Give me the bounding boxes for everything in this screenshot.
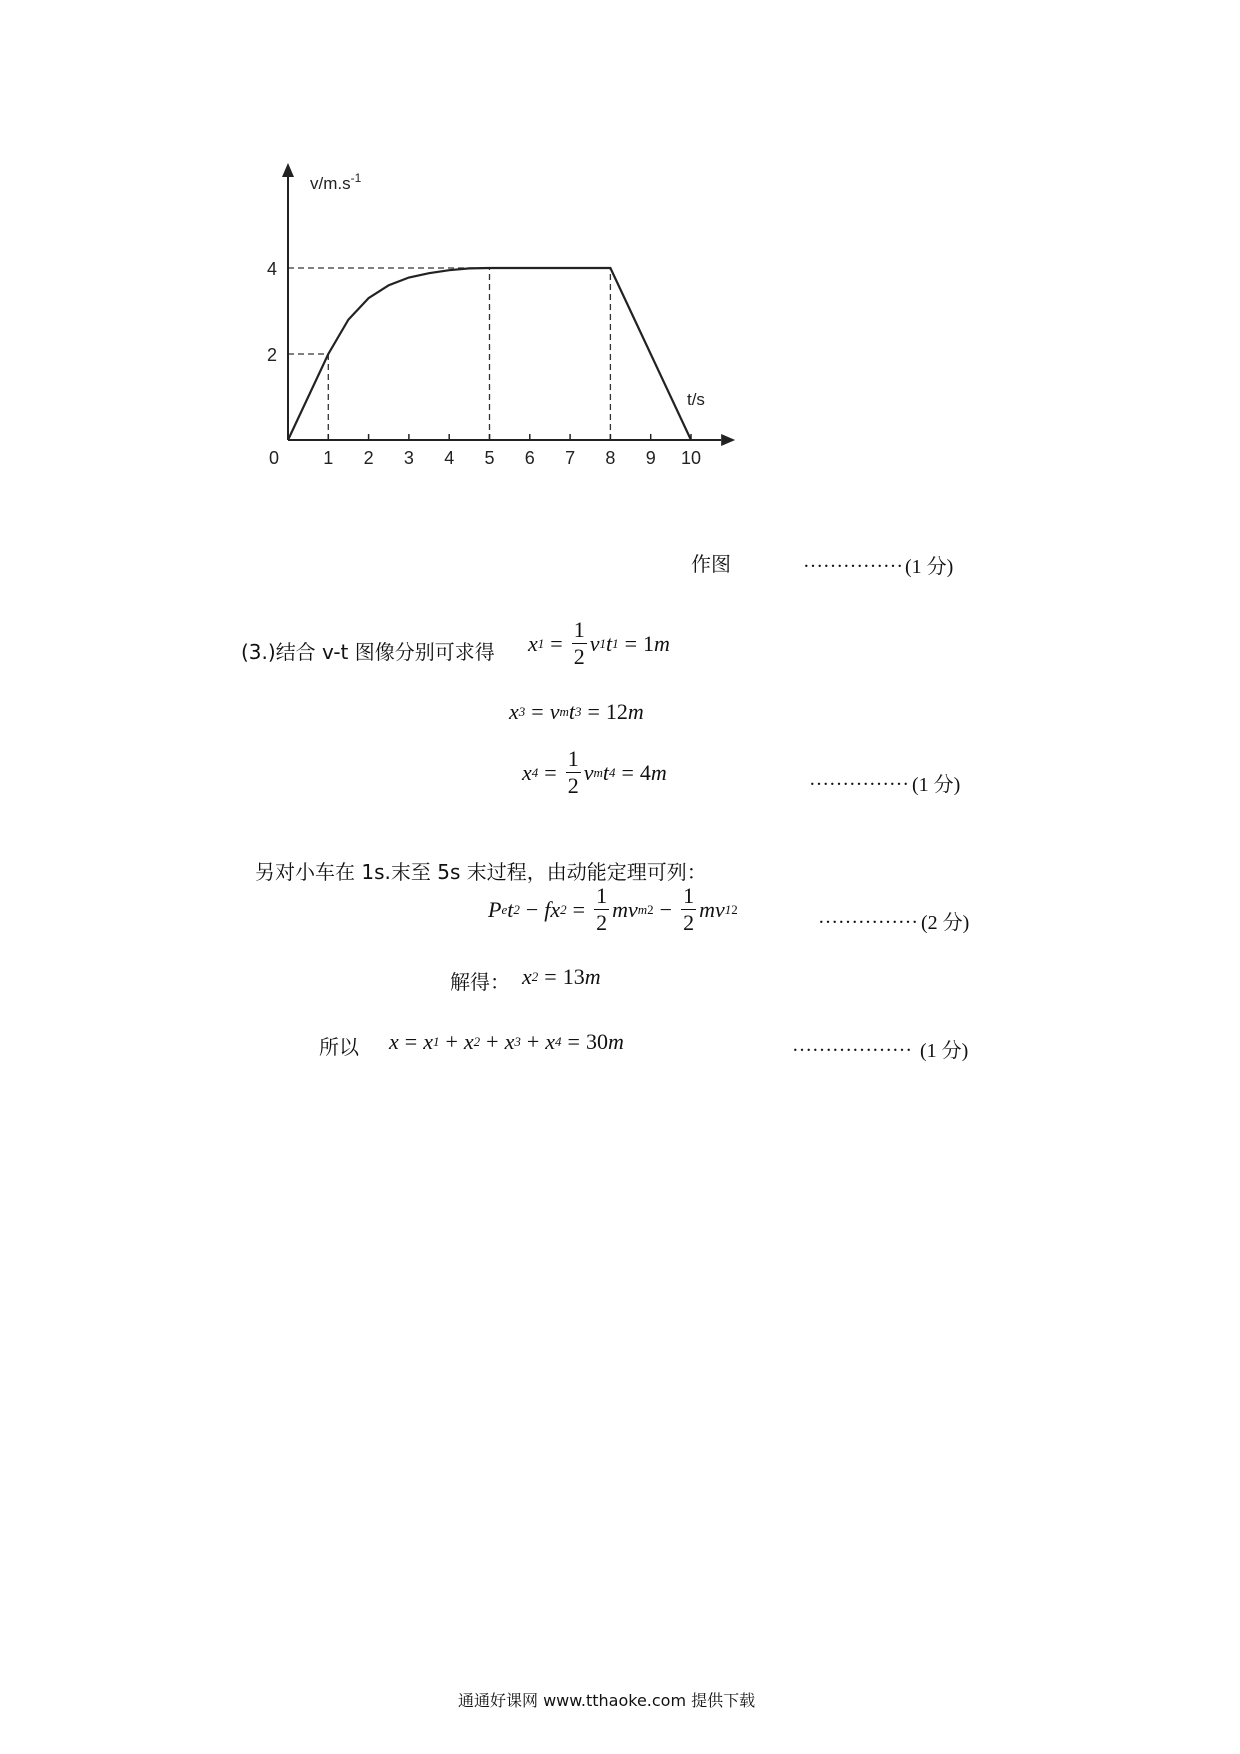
x-tick-label: 3 [403, 448, 414, 468]
x-tick-label: 8 [605, 448, 616, 468]
total-score: (1 分) [920, 1040, 969, 1062]
y-tick-label: 4 [266, 259, 278, 279]
theorem-dots: …………… [818, 906, 918, 928]
theorem-text: 另对小车在 1s.末至 5s 末过程，由动能定理可列： [255, 860, 707, 884]
chart-ylabel-sup: -1 [350, 171, 362, 185]
eq3-score: (1 分) [912, 774, 961, 796]
equation-x3: x 3 = v m t 3 = 12 m [509, 699, 644, 724]
chart-axes [282, 163, 735, 446]
equation-total: x = x 1 + x 2 + x 3 + x 4 = 30 m [389, 1029, 624, 1054]
x-tick-label: 9 [645, 448, 656, 468]
chart-guides [288, 268, 610, 440]
equation-x4: x 4 = $\frac{1}{2}$ v m t 4 = 4 m [522, 746, 667, 798]
y-axis-arrow [282, 163, 294, 177]
part3-intro: (3.)结合 v-t 图像分别可求得 [241, 640, 495, 664]
x-tick-label: 5 [484, 448, 495, 468]
theorem-score: (2 分) [921, 912, 970, 934]
equation-x2: x 2 = 13 m [522, 964, 601, 989]
x-tick-label: 6 [524, 448, 535, 468]
score-drawing-dots: …………… [803, 550, 903, 572]
vt-chart [244, 155, 734, 468]
score-drawing-score: (1 分) [905, 556, 954, 578]
x-tick-label: 0 [268, 448, 280, 468]
chart-xlabel: t/s [686, 390, 705, 409]
x-tick-label: 2 [363, 448, 374, 468]
x-tick-label: 1 [323, 448, 334, 468]
x-axis-arrow [721, 434, 735, 446]
chart-ticks [267, 259, 701, 468]
equation-kinetic-energy: P e t 2 − f x 2 = $\frac{1}{2}$ m v m 2 − $\frac{1}{2}$ m v 1 2 [488, 883, 738, 935]
equation-x1: x 1 = $\frac{1}{2}$ v 1 t 1 = 1 m [528, 617, 670, 669]
solve-label: 解得： [450, 970, 510, 994]
x-tick-label: 7 [565, 448, 576, 468]
eq3-dots: …………… [809, 768, 909, 790]
total-label: 所以 [319, 1035, 359, 1059]
chart-ylabel: $v/m.s^{-1}$ [310, 171, 362, 193]
y-tick-label: 2 [266, 345, 278, 365]
score-drawing-label: 作图 [691, 552, 731, 576]
footer-text: 通通好课网 www.tthaoke.com 提供下载 [458, 1691, 756, 1710]
x-tick-label: 4 [444, 448, 455, 468]
total-dots: ……………… [792, 1034, 912, 1056]
x-tick-label: 10 [680, 448, 702, 468]
